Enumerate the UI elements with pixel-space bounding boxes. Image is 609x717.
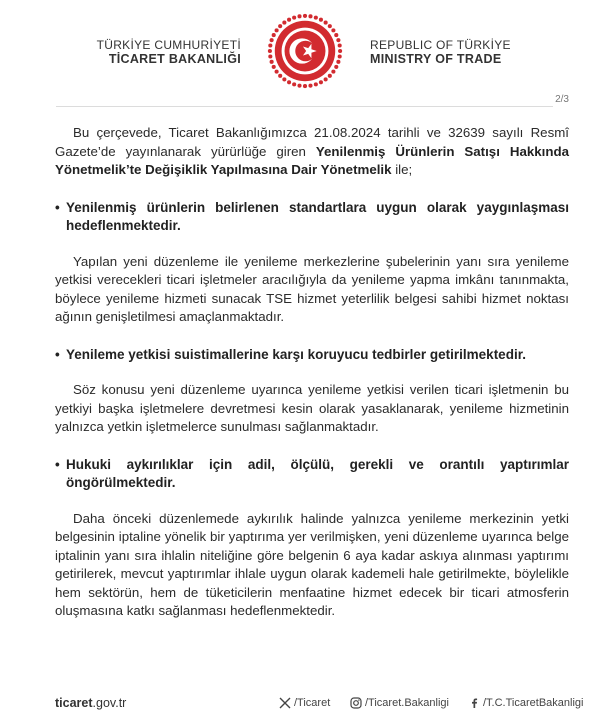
letterhead-turkish (97, 38, 241, 66)
bullet-dot: • (55, 456, 60, 472)
intro-text: Bu çerçevede, Ticaret Bakanlığımızca 21.08.2024 tarihli ve 32639 sayılı Resmî Gazete’de yayınlanarak yürürlüğe giren (55, 125, 569, 159)
bullet-dot: • (55, 346, 60, 362)
bullet-text: Yenileme yetkisi suistimallerine karşı koruyucu tedbirler getirilmektedir. (66, 346, 526, 362)
ministry-logo (266, 12, 344, 90)
bullet-item (55, 346, 569, 365)
bullet-item (55, 199, 569, 236)
page-number: 2/3 (555, 94, 569, 105)
bullet-dot: • (55, 199, 60, 215)
facebook-link[interactable] (468, 697, 583, 709)
instagram-link[interactable] (350, 697, 449, 709)
website-link[interactable]: ticaret.gov.tr (55, 696, 127, 710)
intro-ending: ile; (391, 162, 413, 177)
bullet-text: Hukuki aykırılıklar için adil, ölçülü, gerekli ve orantılı yaptırımlar öngörülmektedir. (66, 456, 569, 490)
country-name-tr: TÜRKİYE CUMHURİYETİ (96, 38, 241, 52)
intro-paragraph (55, 124, 569, 180)
facebook-handle: /T.C.TicaretBakanligi (483, 697, 584, 709)
ministry-name-tr: TİCARET BAKANLIĞI (108, 52, 241, 66)
letterhead (0, 0, 609, 90)
ministry-name-en: MINISTRY OF TRADE (370, 52, 502, 66)
regulation-title: Yenilenmiş Ürünlerin Satışı Hakkında Yönetmelik’te Değişiklik Yapılmasına Dair Yönetmelik (55, 143, 569, 177)
bullet-text: Yenilenmiş ürünlerin belirlenen standartlara uygun olarak yaygınlaşması hedeflenmektedir. (66, 199, 569, 233)
instagram-icon (350, 697, 362, 709)
letterhead-english (370, 38, 511, 66)
country-name-en: REPUBLIC OF TÜRKİYE (370, 38, 511, 52)
footer (55, 696, 584, 712)
letter-body (55, 124, 569, 621)
bullet-item (55, 456, 569, 493)
header-divider (56, 106, 553, 107)
x-icon (279, 697, 291, 709)
section-paragraph: Yapılan yeni düzenleme ile yenileme merkezlerine şubelerinin yanı sıra yenileme yetkisi verecekleri ticari işletmeler aracılığıyla da yenileme yapma imkânı tanınmakta, böylece yenileme hizmeti sunacak TSE hizmet yeterlilik belgesi sahibi hizmet noktası ağının genişletilmesi amaçlanmaktadır. (55, 253, 569, 324)
section-paragraph: Daha önceki düzenlemede aykırılık halinde yalnızca yenileme merkezinin yetki belgesinin iptaline yönelik bir yaptırıma yer verilmişken, yeni düzenleme uyarınca belge iptalinin yanı sıra ihlalin niteliğine göre belgenin 6 aya kadar askıya alınması yaptırımı getirilerek, mevcut yaptırımlar ihlale uygun olarak kademeli hale getirilmekte, böylelikle hem sektörün, hem de tüketicilerin menfaatine hizmet edecek bir ticari atmosferin oluşmasına katkı sağlanması hedeflenmektedir. (55, 510, 569, 618)
instagram-handle: /Ticaret.Bakanligi (365, 697, 449, 709)
facebook-icon (468, 697, 480, 709)
section-paragraph: Söz konusu yeni düzenleme uyarınca yenileme yetkisi verilen ticari işletmenin bu yetkiyi başka işletmelere devretmesi kesin olarak yasaklanarak, yenileme hizmetinin yalnızca yetkin işletmelerce sunulması sağlanmaktadır. (55, 382, 569, 434)
x-handle: /Ticaret (294, 697, 331, 709)
x-link[interactable] (279, 697, 330, 709)
